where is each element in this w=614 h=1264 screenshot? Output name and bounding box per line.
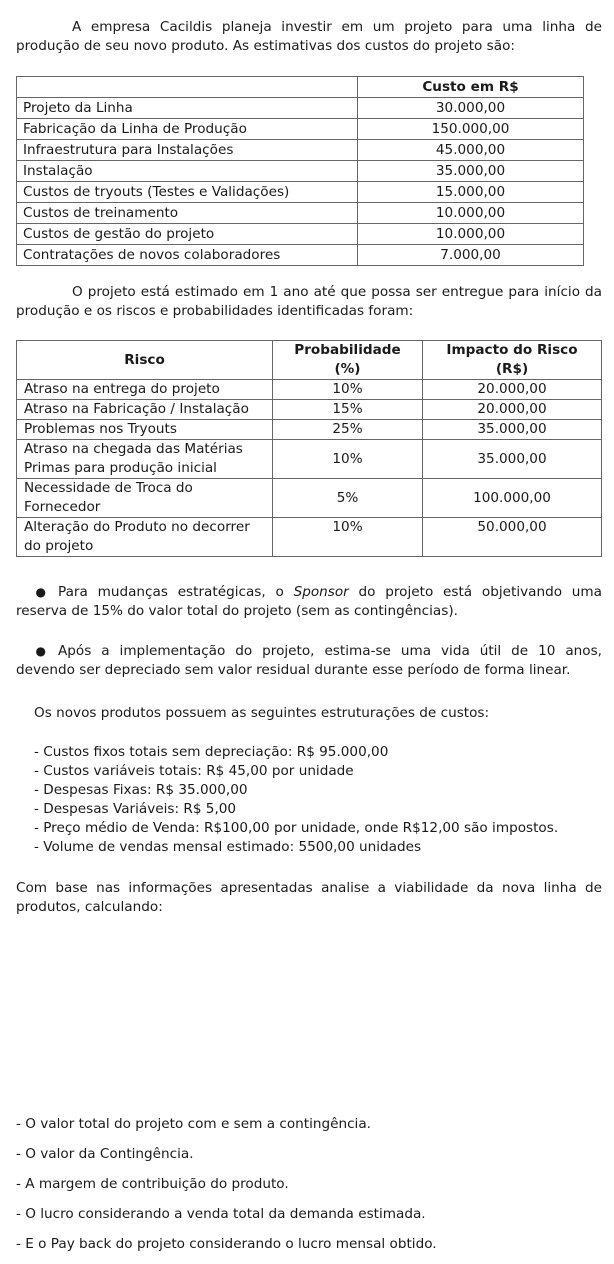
table-row [17,119,584,140]
list-item: - Volume de vendas mensal estimado: 5500,00 unidades [34,839,422,855]
list-item: - A margem de contribuição do produto. [16,1176,289,1192]
list-item: - O valor da Contingência. [16,1146,194,1162]
list-item: - Despesas Fixas: R$ 35.000,00 [34,782,248,798]
table-row [17,420,602,440]
analysis-paragraph: Com base nas informações apresentadas analise a viabilidade da nova linha de produtos, calculando: [16,880,602,915]
cost-value-cell: 35.000,00 [358,161,584,182]
table-row [17,479,602,518]
list-item: - E o Pay back do projeto considerando o lucro mensal obtido. [16,1236,437,1252]
risk-probability-cell: 15% [273,400,423,420]
table-row [17,518,602,557]
risk-name-cell: Atraso na entrega do projeto [17,380,273,400]
cost-item-cell: Infraestrutura para Instalações [17,140,358,161]
cost-table-blank-header [17,77,358,98]
risk-impact-cell: 35.000,00 [423,440,602,479]
bullet-sponsor [16,583,602,621]
risk-header-risco: Risco [17,341,273,380]
risk-name-cell: Atraso na chegada das Matérias Primas para produção inicial [17,440,273,479]
risk-name-cell: Alteração do Produto no decorrer do projeto [17,518,273,557]
risk-table-header-row [17,341,602,380]
risk-probability-cell: 10% [273,380,423,400]
bullet-dot-icon: ● [35,644,46,658]
bullet-depreciation-text: Após a implementação do projeto, estima-se uma vida útil de 10 anos, devendo ser depreciado sem valor residual durante esse período de forma linear. [16,643,602,678]
table-row [17,140,584,161]
cost-item-cell: Contratações de novos colaboradores [17,245,358,266]
table-row [17,380,602,400]
table-row [17,440,602,479]
bullet-sponsor-after: do projeto está objetivando uma reserva de 15% do valor total do projeto (sem as contingências). [16,584,602,619]
project-paragraph: O projeto está estimado em 1 ano até que possa ser entregue para início da produção e os riscos e probabilidades identificadas foram: [16,284,602,319]
risk-name-cell: Necessidade de Troca do Fornecedor [17,479,273,518]
table-row [17,98,584,119]
cost-item-cell: Custos de gestão do projeto [17,224,358,245]
cost-value-cell: 45.000,00 [358,140,584,161]
cost-item-cell: Custos de tryouts (Testes e Validações) [17,182,358,203]
risk-impact-cell: 35.000,00 [423,420,602,440]
cost-table-header: Custo em R$ [358,77,584,98]
risk-name-cell: Problemas nos Tryouts [17,420,273,440]
risk-name-cell: Atraso na Fabricação / Instalação [17,400,273,420]
risk-probability-cell: 25% [273,420,423,440]
bullet-sponsor-before: Para mudanças estratégicas, o [58,584,294,600]
risk-probability-cell: 5% [273,479,423,518]
cost-item-cell: Fabricação da Linha de Produção [17,119,358,140]
cost-table [16,76,584,266]
table-row [17,182,584,203]
table-row [17,245,584,266]
structure-intro: Os novos produtos possuem as seguintes estruturações de custos: [34,705,490,721]
risk-table [16,340,602,557]
cost-value-cell: 15.000,00 [358,182,584,203]
bullet-dot-icon: ● [35,585,46,599]
bullet-depreciation [16,642,602,680]
risk-impact-cell: 50.000,00 [423,518,602,557]
list-item: - Despesas Variáveis: R$ 5,00 [34,801,237,817]
cost-item-cell: Instalação [17,161,358,182]
risk-probability-cell: 10% [273,518,423,557]
cost-value-cell: 150.000,00 [358,119,584,140]
list-item: - O lucro considerando a venda total da demanda estimada. [16,1206,426,1222]
table-row [17,224,584,245]
cost-item-cell: Projeto da Linha [17,98,358,119]
list-item: - Custos variáveis totais: R$ 45,00 por unidade [34,763,354,779]
list-item: - Preço médio de Venda: R$100,00 por unidade, onde R$12,00 são impostos. [34,820,559,836]
risk-impact-cell: 100.000,00 [423,479,602,518]
cost-structure-list [34,743,558,857]
cost-value-cell: 10.000,00 [358,224,584,245]
cost-item-cell: Custos de treinamento [17,203,358,224]
table-row [17,203,584,224]
list-item: - O valor total do projeto com e sem a contingência. [16,1116,371,1132]
list-item: - Custos fixos totais sem depreciação: R$ 95.000,00 [34,744,389,760]
risk-header-probabilidade: Probabilidade (%) [273,341,423,380]
intro-paragraph: A empresa Cacildis planeja investir em um projeto para uma linha de produção de seu novo produto. As estimativas dos custos do projeto são: [16,19,602,54]
risk-impact-cell: 20.000,00 [423,380,602,400]
risk-probability-cell: 10% [273,440,423,479]
table-row [17,400,602,420]
cost-value-cell: 10.000,00 [358,203,584,224]
cost-value-cell: 7.000,00 [358,245,584,266]
risk-impact-cell: 20.000,00 [423,400,602,420]
cost-table-header-row [17,77,584,98]
cost-value-cell: 30.000,00 [358,98,584,119]
risk-header-impacto: Impacto do Risco (R$) [423,341,602,380]
table-row [17,161,584,182]
bullet-sponsor-emph: Sponsor [293,584,349,600]
